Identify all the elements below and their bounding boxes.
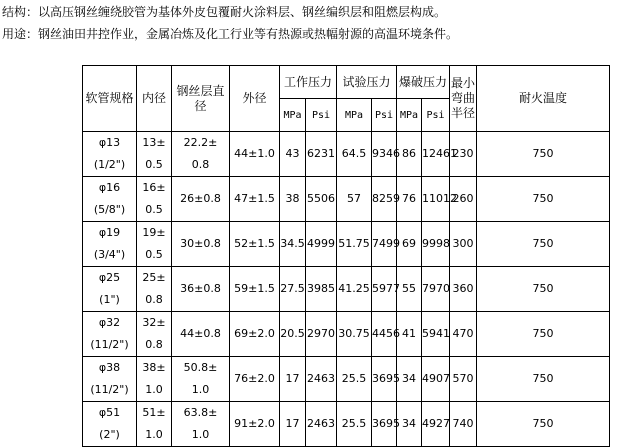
cell-work-psi: 2970	[306, 312, 337, 357]
unit-test-mpa: MPa	[337, 99, 372, 132]
cell-inner-line2: 0.8	[145, 338, 163, 351]
table-row	[83, 402, 610, 447]
header-inner: 内径	[137, 66, 172, 132]
cell-test-mpa: 51.75	[337, 222, 372, 267]
cell-spec-line1: φ19	[98, 226, 121, 239]
cell-fire: 750	[477, 177, 610, 222]
cell-outer: 91±2.0	[230, 402, 280, 447]
cell-inner	[137, 357, 172, 402]
cell-spec-line1: φ13	[98, 136, 121, 149]
cell-inner-line2: 0.5	[145, 203, 163, 216]
cell-work-mpa: 34.5	[280, 222, 306, 267]
cell-burst-psi: 9998	[422, 222, 450, 267]
cell-bend: 230	[450, 132, 477, 177]
unit-burst-psi: Psi	[422, 99, 450, 132]
cell-work-mpa: 17	[280, 402, 306, 447]
cell-inner-line1: 16±	[142, 181, 166, 194]
cell-wire-line2: 1.0	[191, 383, 210, 396]
header-burst: 爆破压力	[397, 66, 450, 99]
cell-test-mpa: 41.25	[337, 267, 372, 312]
cell-spec-line2: (1")	[99, 293, 120, 306]
cell-inner-line2: 0.5	[145, 158, 163, 171]
cell-inner-line1: 19±	[142, 226, 166, 239]
cell-bend: 470	[450, 312, 477, 357]
cell-spec-line2: (1/2")	[93, 158, 126, 171]
cell-burst-psi: 5941	[422, 312, 450, 357]
unit-burst-mpa: MPa	[397, 99, 422, 132]
cell-work-mpa: 43	[280, 132, 306, 177]
cell-work-psi: 3985	[306, 267, 337, 312]
cell-spec	[83, 132, 137, 177]
cell-work-psi: 2463	[306, 357, 337, 402]
table-row	[83, 312, 610, 357]
cell-wire-line1: 50.8±	[183, 361, 218, 374]
cell-burst-mpa: 86	[397, 132, 422, 177]
cell-outer: 59±1.5	[230, 267, 280, 312]
cell-wire-line1: 26±0.8	[180, 192, 221, 205]
cell-work-mpa: 38	[280, 177, 306, 222]
cell-spec-line1: φ25	[98, 271, 121, 284]
usage-text: 钢丝油田井控作业，金属冶炼及化工行业等有热源或热幅射源的高温环境条件。	[38, 27, 459, 41]
cell-inner-line1: 25±	[142, 271, 166, 284]
cell-spec-line1: φ51	[98, 406, 121, 419]
cell-work-mpa: 20.5	[280, 312, 306, 357]
cell-wire-line1: 63.8±	[183, 406, 218, 419]
cell-outer: 44±1.0	[230, 132, 280, 177]
cell-fire: 750	[477, 132, 610, 177]
cell-spec	[83, 222, 137, 267]
cell-spec	[83, 402, 137, 447]
cell-spec	[83, 267, 137, 312]
unit-work-mpa: MPa	[280, 99, 306, 132]
cell-work-psi: 4999	[306, 222, 337, 267]
cell-burst-psi: 4927	[422, 402, 450, 447]
cell-work-mpa: 27.5	[280, 267, 306, 312]
header-wire	[172, 66, 230, 132]
cell-spec-line2: (2")	[99, 428, 120, 441]
cell-test-mpa: 64.5	[337, 132, 372, 177]
cell-bend: 300	[450, 222, 477, 267]
cell-wire	[172, 222, 230, 267]
cell-wire-line2: 0.8	[191, 158, 210, 171]
unit-test-psi: Psi	[372, 99, 397, 132]
cell-inner-line1: 32±	[142, 316, 166, 329]
cell-burst-mpa: 41	[397, 312, 422, 357]
cell-wire	[172, 357, 230, 402]
cell-fire: 750	[477, 312, 610, 357]
cell-inner-line1: 38±	[142, 361, 166, 374]
cell-inner	[137, 402, 172, 447]
structure-label: 结构：	[2, 5, 39, 19]
structure-line	[2, 4, 446, 20]
cell-inner	[137, 132, 172, 177]
cell-outer: 52±1.5	[230, 222, 280, 267]
cell-spec-line2: (5/8")	[93, 203, 126, 216]
header-bend	[450, 66, 477, 132]
table-row	[83, 132, 610, 177]
cell-inner-line1: 13±	[142, 136, 166, 149]
table-row	[83, 177, 610, 222]
header-bend-label: 最小弯曲半径	[451, 76, 476, 120]
header-work: 工作压力	[280, 66, 337, 99]
cell-inner-line2: 0.5	[145, 248, 163, 261]
cell-wire-line1: 44±0.8	[180, 327, 221, 340]
cell-work-mpa: 17	[280, 357, 306, 402]
cell-inner	[137, 267, 172, 312]
cell-inner-line2: 1.0	[145, 428, 163, 441]
cell-spec	[83, 312, 137, 357]
cell-fire: 750	[477, 267, 610, 312]
cell-work-psi: 2463	[306, 402, 337, 447]
cell-inner	[137, 177, 172, 222]
cell-outer: 76±2.0	[230, 357, 280, 402]
table-row	[83, 267, 610, 312]
cell-wire	[172, 402, 230, 447]
header-outer: 外径	[230, 66, 280, 132]
cell-outer: 69±2.0	[230, 312, 280, 357]
cell-inner-line1: 51±	[142, 406, 166, 419]
usage-label: 用途：	[2, 27, 39, 41]
cell-burst-psi: 11012	[422, 177, 450, 222]
cell-wire	[172, 267, 230, 312]
header-fire: 耐火温度	[477, 66, 610, 132]
cell-burst-mpa: 34	[397, 357, 422, 402]
cell-test-psi: 8259	[372, 177, 397, 222]
cell-spec-line2: (11/2")	[90, 383, 129, 396]
spec-table-wrapper	[82, 65, 610, 447]
cell-burst-mpa: 69	[397, 222, 422, 267]
cell-test-mpa: 30.75	[337, 312, 372, 357]
cell-fire: 750	[477, 402, 610, 447]
header-spec: 软管规格	[83, 66, 137, 132]
header-wire-label: 钢丝层直径	[176, 83, 225, 113]
structure-text: 以高压钢丝缠绕胶管为基体外皮包覆耐火涂料层、钢丝编织层和阻燃层构成。	[38, 5, 447, 19]
spec-table-body	[83, 132, 610, 447]
cell-wire	[172, 177, 230, 222]
cell-burst-mpa: 34	[397, 402, 422, 447]
cell-wire	[172, 312, 230, 357]
cell-spec	[83, 357, 137, 402]
cell-wire	[172, 132, 230, 177]
cell-burst-psi: 7970	[422, 267, 450, 312]
cell-spec-line1: φ32	[98, 316, 121, 329]
cell-bend: 740	[450, 402, 477, 447]
cell-bend: 360	[450, 267, 477, 312]
cell-inner-line2: 0.8	[145, 293, 163, 306]
cell-wire-line2: 1.0	[191, 428, 210, 441]
usage-line	[2, 26, 458, 42]
cell-burst-mpa: 76	[397, 177, 422, 222]
cell-burst-psi: 4907	[422, 357, 450, 402]
cell-bend: 570	[450, 357, 477, 402]
cell-test-psi: 5977	[372, 267, 397, 312]
cell-spec-line2: (3/4")	[93, 248, 126, 261]
table-row	[83, 222, 610, 267]
cell-spec	[83, 177, 137, 222]
cell-wire-line1: 30±0.8	[180, 237, 221, 250]
cell-work-psi: 6231	[306, 132, 337, 177]
header-test: 试验压力	[337, 66, 397, 99]
cell-burst-mpa: 55	[397, 267, 422, 312]
cell-bend: 260	[450, 177, 477, 222]
cell-spec-line1: φ16	[98, 181, 121, 194]
cell-inner	[137, 222, 172, 267]
table-row	[83, 357, 610, 402]
cell-test-mpa: 25.5	[337, 357, 372, 402]
cell-inner	[137, 312, 172, 357]
cell-test-psi: 4456	[372, 312, 397, 357]
cell-test-psi: 9346	[372, 132, 397, 177]
cell-inner-line2: 1.0	[145, 383, 163, 396]
cell-spec-line2: (11/2")	[90, 338, 129, 351]
cell-test-psi: 3695	[372, 357, 397, 402]
cell-spec-line1: φ38	[98, 361, 121, 374]
unit-work-psi: Psi	[306, 99, 337, 132]
cell-test-mpa: 25.5	[337, 402, 372, 447]
cell-test-psi: 7499	[372, 222, 397, 267]
cell-fire: 750	[477, 222, 610, 267]
cell-work-psi: 5506	[306, 177, 337, 222]
cell-test-mpa: 57	[337, 177, 372, 222]
cell-burst-psi: 12461	[422, 132, 450, 177]
cell-wire-line1: 22.2±	[183, 136, 218, 149]
cell-outer: 47±1.5	[230, 177, 280, 222]
cell-wire-line1: 36±0.8	[180, 282, 221, 295]
cell-fire: 750	[477, 357, 610, 402]
spec-table	[82, 65, 610, 447]
cell-test-psi: 3695	[372, 402, 397, 447]
